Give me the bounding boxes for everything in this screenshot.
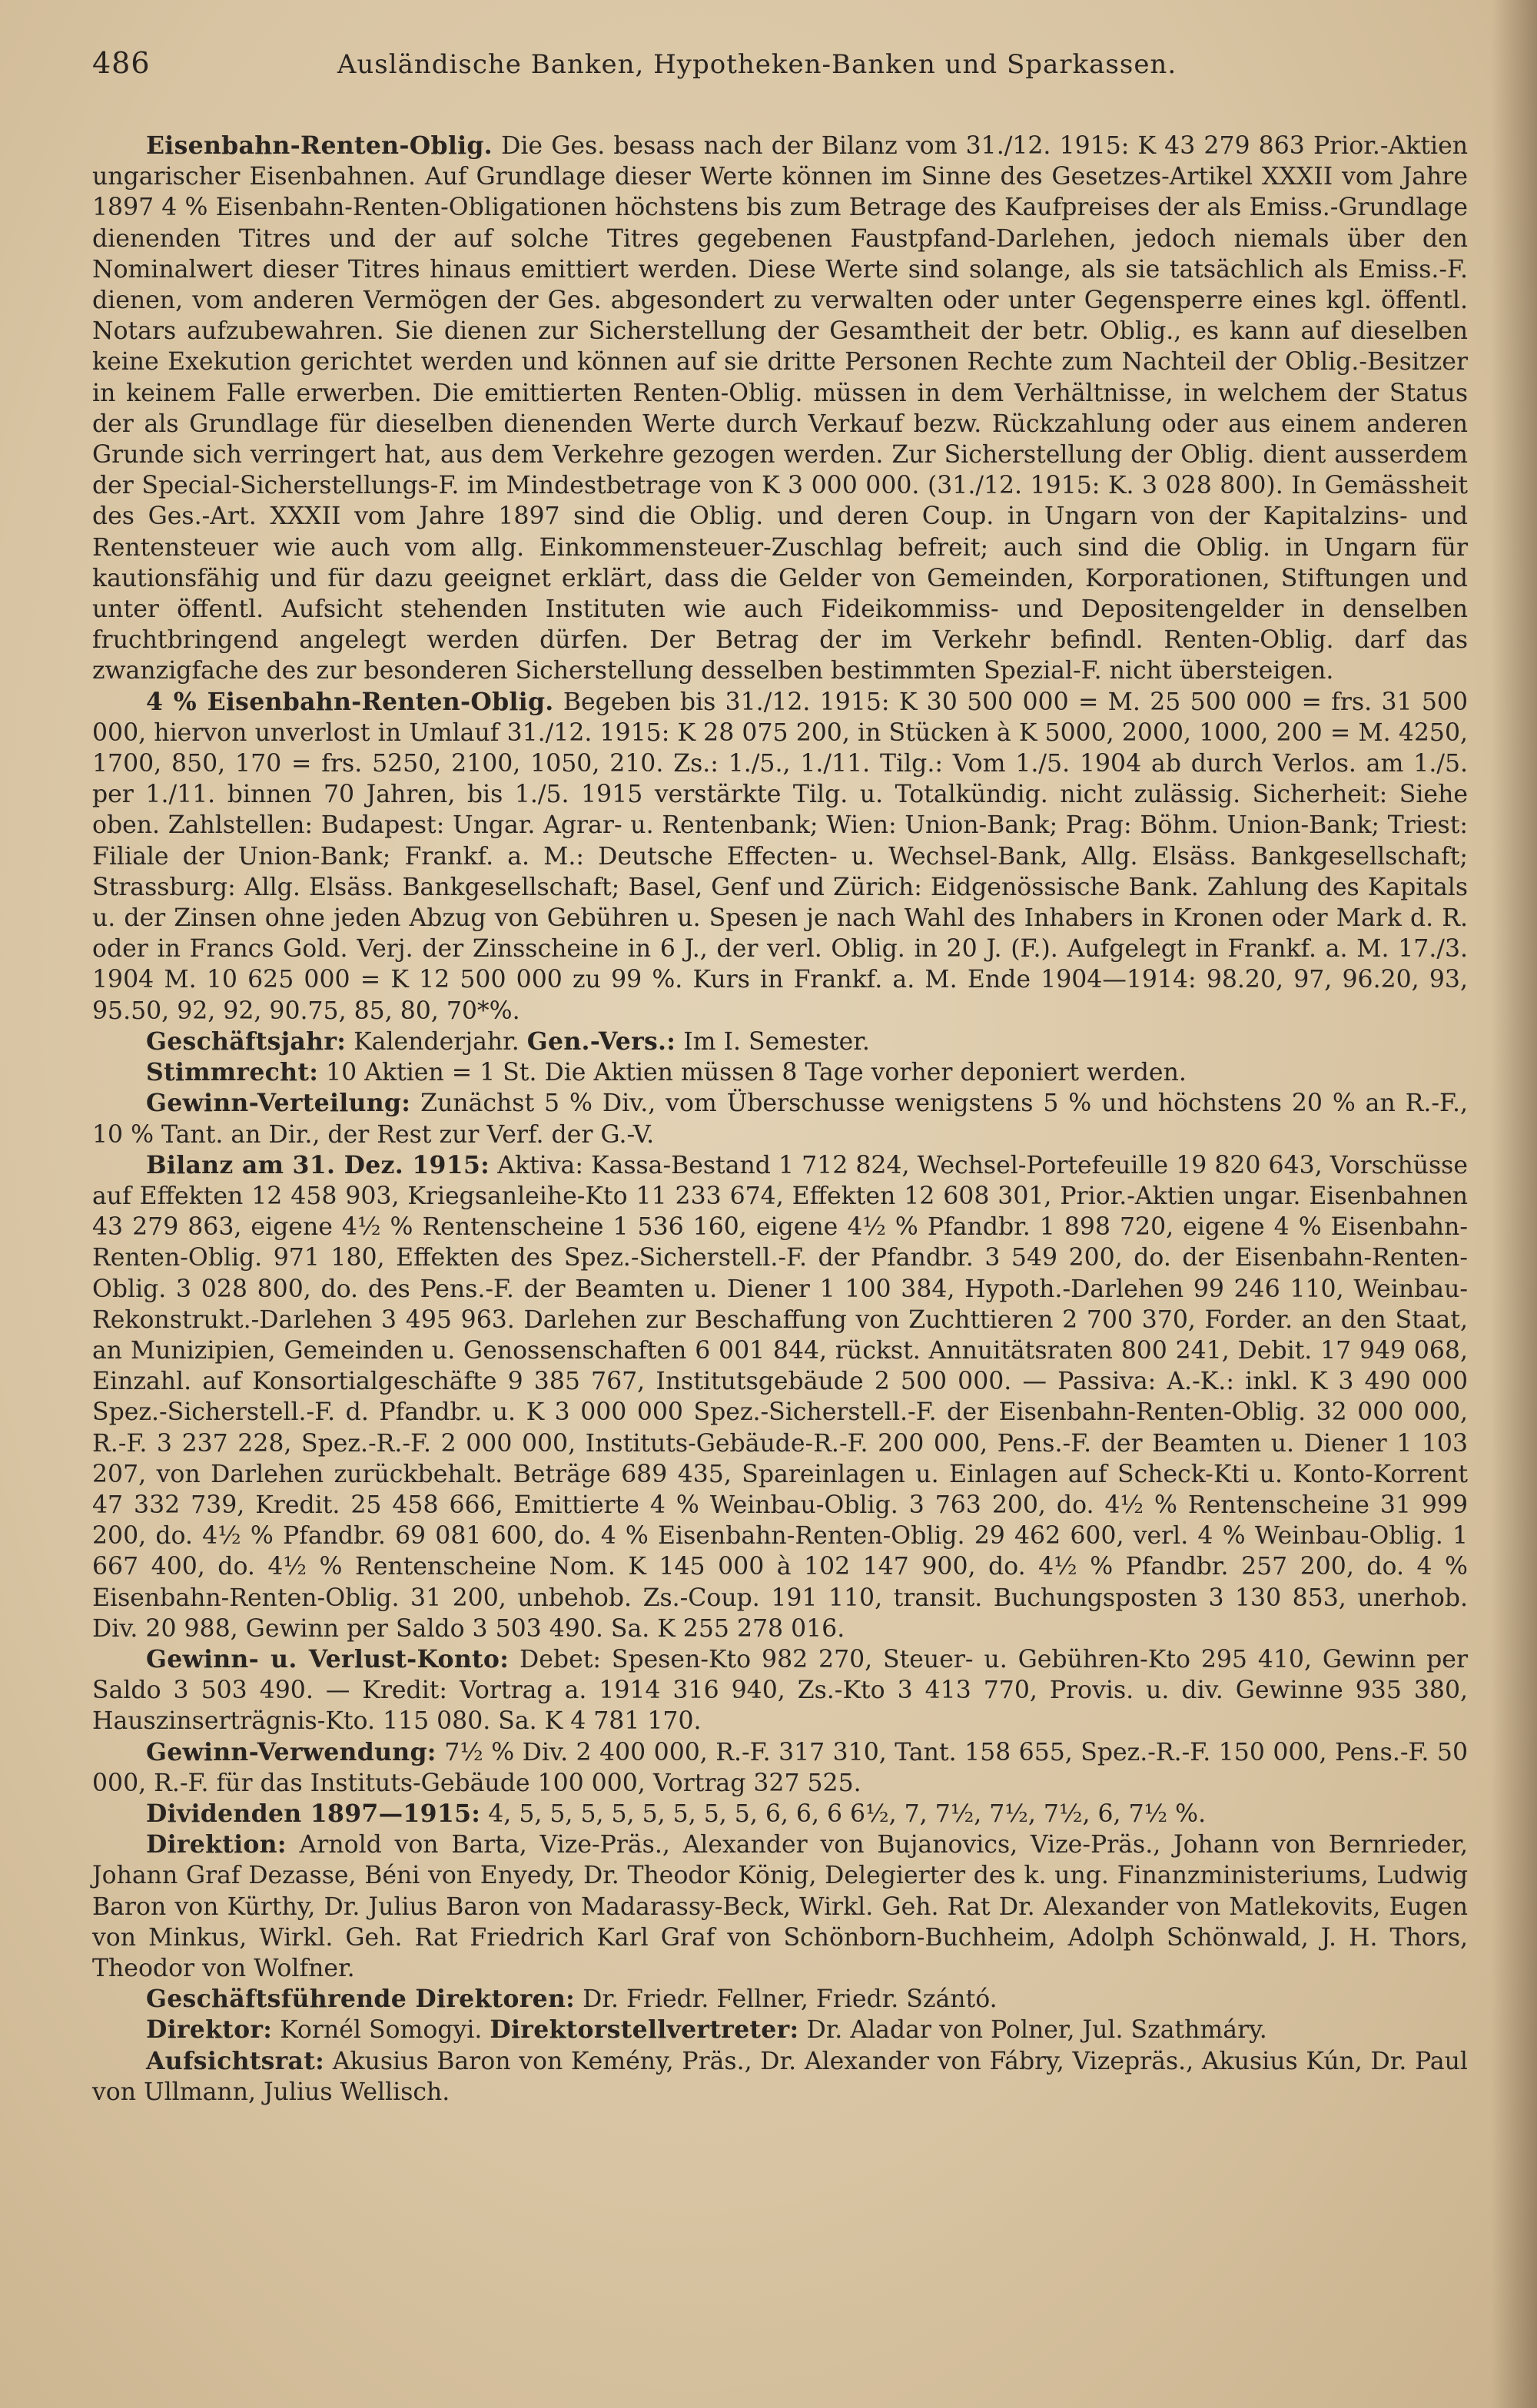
paragraph-text: Kornél Somogyi. — [272, 2016, 490, 2045]
paragraph-text: Zunächst 5 % Div., vom Überschusse wenigstens 5 % und höchstens 20 % an R.-F., 10 % Tant. an Dir., der Rest zur Verf. der G.-V. — [92, 1090, 1468, 1149]
paragraph-lead: Dividenden 1897—1915: — [146, 1799, 481, 1828]
paragraph-lead: Gewinn- u. Verlust-Konto: — [146, 1644, 510, 1673]
paragraph-direktor — [92, 2015, 1468, 2045]
paragraph-lead: Direktor: — [146, 2015, 273, 2045]
paragraph-text: Debet: Spesen-Kto 982 270, Steuer- u. Gebühren-Kto 295 410, Gewinn per Saldo 3 503 490. — Kredit: Vortrag a. 1914 316 940, Zs.-Kto 3 413 770, Provis. u. div. Gewinne 935 380, Hauszinserträgnis-Kto. 115 080. Sa. K 4 781 170. — [92, 1645, 1468, 1736]
paragraph-text: Begeben bis 31./12. 1915: K 30 500 000 = M. 25 500 000 = frs. 31 500 000, hiervon unverlost in Umlauf 31./12. 1915: K 28 075 200, in Stücken à K 5000, 2000, 1000, 200 = M. 4250, 1700, 850, 170 = frs. 5250, 2100, 1050, 210. Zs.: 1./5., 1./11. Tilg.: Vom 1./5. 1904 ab durch Verlos. am 1./5. per 1./11. binnen 70 Jahren, bis 1./5. 1915 verstärkte Tilg. u. Totalkündig. nicht zulässig. Sicherheit: Siehe oben. Zahlstellen: Budapest: Ungar. Agrar- u. Rentenbank; Wien: Union-Bank; Prag: Böhm. Union-Bank; Triest: Filiale der Union-Bank; Frankf. a. M.: Deutsche Effecten- u. Wechsel-Bank, Allg. Elsäss. Bankgesellschaft; Strassburg: Allg. Elsäss. Bankgesellschaft; Basel, Genf und Zürich: Eidgenössische Bank. Zahlung des Kapitals u. der Zinsen ohne jeden Abzug von Gebühren u. Spesen je nach Wahl des Inhabers in Kronen oder Mark d. R. oder in Francs Gold. Verj. der Zinsscheine in 6 J., der verl. Oblig. in 20 J. (F.). Aufgelegt in Frankf. a. M. 17./3. 1904 M. 10 625 000 = K 12 500 000 zu 99 %. Kurs in Frankf. a. M. Ende 1904—1914: 98.20, 97, 96.20, 93, 95.50, 92, 92, 90.75, 85, 80, 70*%. — [92, 688, 1468, 1025]
paragraph-lead: Direktion: — [146, 1830, 287, 1859]
paragraph-lead: Eisenbahn-Renten-Oblig. — [146, 131, 493, 160]
paragraph-stimmrecht — [92, 1057, 1468, 1088]
paragraph-geschaeftsjahr — [92, 1027, 1468, 1057]
paragraph-text: Dr. Friedr. Fellner, Friedr. Szántó. — [575, 1985, 998, 2014]
paragraph-lead-secondary: Direktorstellvertreter: — [490, 2015, 799, 2045]
paragraph-text-secondary: Dr. Aladar von Polner, Jul. Szathmáry. — [798, 2016, 1267, 2045]
paragraph-gewinn-verteilung — [92, 1088, 1468, 1149]
page-header — [92, 46, 1468, 100]
document-body — [92, 131, 1468, 2108]
paragraph-lead: Geschäftsführende Direktoren: — [146, 1985, 576, 2014]
paragraph-lead: Bilanz am 31. Dez. 1915: — [146, 1150, 490, 1179]
paragraph-lead: Gewinn-Verteilung: — [146, 1089, 411, 1118]
paragraph-renten-oblig-intro — [92, 131, 1468, 687]
paragraph-bilanz — [92, 1150, 1468, 1644]
paragraph-text-secondary: Im I. Semester. — [676, 1027, 870, 1056]
paragraph-text: Aktiva: Kassa-Bestand 1 712 824, Wechsel-Portefeuille 19 820 643, Vorschüsse auf Effekten 12 458 903, Kriegsanleihe-Kto 11 233 674, Effekten 12 608 301, Prior.-Aktien ungar. Eisenbahnen 43 279 863, eigene 4½ % Rentenscheine 1 536 160, eigene 4½ % Pfandbr. 1 898 720, eigene 4 % Eisenbahn-Renten-Oblig. 971 180, Effekten des Spez.-Sicherstell.-F. der Pfandbr. 3 549 200, do. der Eisenbahn-Renten-Oblig. 3 028 800, do. des Pens.-F. der Beamten u. Diener 1 100 384, Hypoth.-Darlehen 99 246 110, Weinbau-Rekonstrukt.-Darlehen 3 495 963. Darlehen zur Beschaffung von Zuchttieren 2 700 370, Forder. an den Staat, an Munizipien, Gemeinden u. Genossenschaften 6 001 844, rückst. Annuitätsraten 800 241, Debit. 17 949 068, Einzahl. auf Konsortialgeschäfte 9 385 767, Institutsgebäude 2 500 000. — Passiva: A.-K.: inkl. K 3 490 000 Spez.-Sicherstell.-F. d. Pfandbr. u. K 3 000 000 Spez.-Sicherstell.-F. der Eisenbahn-Renten-Oblig. 32 000 000, R.-F. 3 237 228, Spez.-R.-F. 2 000 000, Instituts-Gebäude-R.-F. 200 000, Pens.-F. der Beamten u. Diener 1 103 207, von Darlehen zurückbehalt. Beträge 689 435, Spareinlagen u. Einlagen auf Scheck-Kti u. Konto-Korrent 47 332 739, Kredit. 25 458 666, Emittierte 4 % Weinbau-Oblig. 3 763 200, do. 4½ % Rentenscheine 31 999 200, do. 4½ % Pfandbr. 69 081 600, do. 4 % Eisenbahn-Renten-Oblig. 29 462 600, verl. 4 % Weinbau-Oblig. 1 667 400, do. 4½ % Rentenscheine Nom. K 145 000 à 102 147 900, do. 4½ % Pfandbr. 257 200, do. 4 % Eisenbahn-Renten-Oblig. 31 200, unbehob. Zs.-Coup. 191 110, transit. Buchungsposten 3 130 853, unerhob. Div. 20 988, Gewinn per Saldo 3 503 490. Sa. K 255 278 016. — [92, 1151, 1468, 1643]
paragraph-lead: Geschäftsjahr: — [146, 1027, 347, 1056]
running-title: Ausländische Banken, Hypotheken-Banken und Sparkassen. — [337, 49, 1177, 80]
paragraph-text: 7½ % Div. 2 400 000, R.-F. 317 310, Tant. 158 655, Spez.-R.-F. 150 000, Pens.-F. 50 000, R.-F. für das Instituts-Gebäude 100 000, Vortrag 327 525. — [92, 1738, 1468, 1797]
paragraph-text: Die Ges. besass nach der Bilanz vom 31./12. 1915: K 43 279 863 Prior.-Aktien ungarischer Eisenbahnen. Auf Grundlage dieser Werte können im Sinne des Gesetzes-Artikel XXXII vom Jahre 1897 4 % Eisenbahn-Renten-Obligationen höchstens bis zum Betrage des Kaufpreises der als Emiss.-Grundlage dienenden Titres und der auf solche Titres gegebenen Faustpfand-Darlehen, jedoch niemals über den Nominalwert dieser Titres hinaus emittiert werden. Diese Werte sind solange, als sie tatsächlich als Emiss.-F. dienen, vom anderen Vermögen der Ges. abgesondert zu verwalten oder unter Gegensperre eines kgl. öffentl. Notars aufzubewahren. Sie dienen zur Sicherstellung der Gesamtheit der betr. Oblig., es kann auf dieselben keine Exekution gerichtet werden und können auf sie dritte Personen Rechte zum Nachteil der Oblig.-Besitzer in keinem Falle erwerben. Die emittierten Renten-Oblig. müssen in dem Verhältnisse, in welchem der Status der als Grundlage für dieselben dienenden Werte durch Verkauf bezw. Rückzahlung oder aus einem anderen Grunde sich verringert hat, aus dem Verkehre gezogen werden. Zur Sicherstellung der Oblig. dient ausserdem der Special-Sicherstellungs-F. im Mindestbetrage von K 3 000 000. (31./12. 1915: K. 3 028 800). In Gemässheit des Ges.-Art. XXXII vom Jahre 1897 sind die Oblig. und deren Coup. in Ungarn von der Kapitalzins- und Rentensteuer wie auch vom allg. Einkommensteuer-Zuschlag befreit; auch sind die Oblig. in Ungarn für kautionsfähig und für dazu geeignet erklärt, dass die Gelder von Gemeinden, Korporationen, Stiftungen und unter öffentl. Aufsicht stehenden Instituten wie auch Fideikommiss- und Depositengelder in denselben fruchtbringend angelegt werden dürfen. Der Betrag der im Verkehr befindl. Renten-Oblig. darf das zwanzigfache des zur besonderen Sicherstellung desselben bestimmten Spezial-F. nicht übersteigen. — [92, 132, 1468, 685]
paragraph-renten-oblig-4pct — [92, 687, 1468, 1027]
paragraph-lead: Gewinn-Verwendung: — [146, 1737, 437, 1766]
paragraph-gewinn-verlust-konto — [92, 1644, 1468, 1737]
paragraph-lead: Aufsichtsrat: — [146, 2046, 325, 2075]
paragraph-text: Kalenderjahr. — [346, 1027, 527, 1056]
paragraph-gewinn-verwendung — [92, 1737, 1468, 1799]
paragraph-text: Arnold von Barta, Vize-Präs., Alexander von Bujanovics, Vize-Präs., Johann von Bernrieder, Johann Graf Dezasse, Béni von Enyedy, Dr. Theodor König, Delegierter des k. ung. Finanzministeriums, Ludwig Baron von Kürthy, Dr. Julius Baron von Madarassy-Beck, Wirkl. Geh. Rat Dr. Alexander von Matlekovits, Eugen von Minkus, Wirkl. Geh. Rat Friedrich Karl Graf von Schönborn-Buchheim, Adolph Schönwald, J. H. Thors, Theodor von Wolfner. — [92, 1831, 1468, 1982]
paragraph-geschaeftsfuehrende-direktoren — [92, 1984, 1468, 2015]
paragraph-dividenden — [92, 1799, 1468, 1829]
page-number: 486 — [92, 46, 151, 80]
paragraph-text: 4, 5, 5, 5, 5, 5, 5, 5, 5, 6, 6, 6 6½, 7, 7½, 7½, 7½, 6, 7½ %. — [480, 1799, 1207, 1828]
paragraph-text: 10 Aktien = 1 St. Die Aktien müssen 8 Tage vorher deponiert werden. — [318, 1059, 1187, 1087]
paragraph-text: Akusius Baron von Kemény, Präs., Dr. Alexander von Fábry, Vizepräs., Akusius Kún, Dr. Paul von Ullmann, Julius Wellisch. — [92, 2047, 1468, 2106]
paragraph-direktion — [92, 1829, 1468, 1984]
paragraph-lead: 4 % Eisenbahn-Renten-Oblig. — [146, 687, 554, 716]
paragraph-lead: Stimmrecht: — [146, 1058, 319, 1087]
paragraph-aufsichtsrat — [92, 2046, 1468, 2108]
paragraph-lead-secondary: Gen.-Vers.: — [526, 1027, 676, 1056]
